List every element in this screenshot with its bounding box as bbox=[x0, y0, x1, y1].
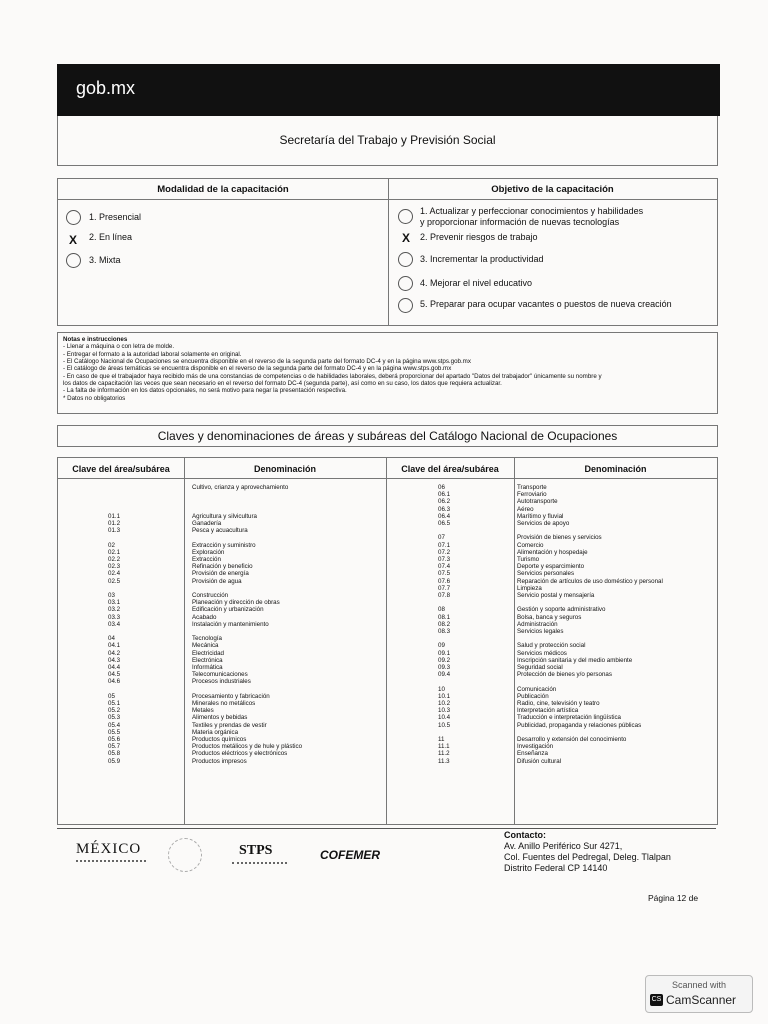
area-code: 02.2 bbox=[108, 556, 121, 563]
area-name: Productos químicos bbox=[192, 736, 247, 743]
area-code: 07.3 bbox=[438, 556, 451, 563]
area-code: 05.6 bbox=[108, 736, 121, 743]
header-clave-right: Clave del área/subárea bbox=[401, 464, 499, 474]
camscanner-brand: CamScanner bbox=[666, 993, 737, 1007]
area-code: 04.6 bbox=[108, 678, 121, 686]
area-code: 05.1 bbox=[108, 700, 121, 707]
area-name: Salud y protección social bbox=[517, 642, 586, 650]
column-divider bbox=[514, 458, 515, 824]
area-name: Marítimo y fluvial bbox=[517, 512, 564, 520]
area-code: 02 bbox=[108, 541, 115, 549]
camscanner-watermark bbox=[645, 975, 753, 1013]
area-code: 02.5 bbox=[108, 577, 121, 585]
area-code: 07 bbox=[438, 534, 445, 542]
area-name: Inscripción sanitaria y del medio ambiente bbox=[517, 656, 633, 664]
en-linea-label: 2. En línea bbox=[89, 232, 133, 242]
area-name: Seguridad social bbox=[517, 664, 563, 671]
mixta-label: 3. Mixta bbox=[89, 255, 121, 265]
area-name: Ferroviario bbox=[517, 491, 547, 499]
note-line: - La falta de información en los datos opcionales, no será motivo para negar la presentación respectiva. bbox=[63, 387, 347, 394]
note-line: los datos de capacitación las veces que sean necesario en el reverso del formato DC-4 (segunda parte), así como en su caso, los datos que requiera actualizar. bbox=[63, 380, 502, 387]
objetivo-2-label: 2. Prevenir riesgos de trabajo bbox=[420, 232, 538, 242]
area-code: 09.3 bbox=[438, 664, 451, 671]
area-name: Publicación bbox=[517, 692, 549, 700]
area-name: Gestión y soporte administrativo bbox=[517, 606, 606, 614]
area-code: 07.6 bbox=[438, 577, 451, 585]
area-code: 05.8 bbox=[108, 750, 121, 758]
area-code: 08.3 bbox=[438, 628, 451, 635]
area-code: 07.5 bbox=[438, 570, 451, 578]
area-name: Planeación y dirección de obras bbox=[192, 599, 280, 607]
area-code: 09 bbox=[438, 642, 445, 650]
area-code: 01.2 bbox=[108, 520, 121, 527]
area-code: 07.1 bbox=[438, 541, 451, 549]
mexico-logo-subtitle bbox=[76, 860, 146, 862]
area-code: 01.3 bbox=[108, 527, 121, 535]
area-name: Investigación bbox=[517, 743, 554, 751]
area-name: Procesamiento y fabricación bbox=[192, 692, 270, 700]
area-name: Electricidad bbox=[192, 649, 224, 657]
area-code: 02.1 bbox=[108, 548, 121, 556]
area-code: 05.7 bbox=[108, 743, 121, 751]
area-name: Servicio postal y mensajería bbox=[517, 592, 595, 599]
area-code: 03.1 bbox=[108, 599, 121, 607]
area-name: Productos metálicos y de hule y plástico bbox=[192, 743, 303, 751]
area-name: Procesos industriales bbox=[192, 678, 251, 686]
area-name: Mecánica bbox=[192, 642, 219, 650]
area-code: 08 bbox=[438, 606, 445, 614]
area-name: Refinación y beneficio bbox=[192, 563, 253, 571]
contact-line: Distrito Federal CP 14140 bbox=[504, 863, 608, 873]
area-code: 10.2 bbox=[438, 700, 451, 707]
note-line: - El catálogo de áreas temáticas se encuentra disponible en el reverso de la segunda parte del formato DC-4 y en la página www.stps.gob.mx bbox=[63, 365, 452, 372]
modalidad-heading: Modalidad de la capacitación bbox=[157, 184, 289, 195]
area-name: Traducción e interpretación lingüística bbox=[517, 714, 621, 722]
column-divider bbox=[386, 458, 387, 824]
objetivo-3-radio[interactable] bbox=[398, 252, 413, 267]
area-code: 02.3 bbox=[108, 563, 121, 571]
header-denominacion-left: Denominación bbox=[253, 464, 316, 474]
area-code: 05.3 bbox=[108, 714, 121, 722]
page-number: Página 12 de bbox=[648, 893, 699, 903]
objetivo-3-label: 3. Incrementar la productividad bbox=[420, 254, 544, 264]
area-code: 02.4 bbox=[108, 570, 121, 578]
area-code: 11 bbox=[438, 736, 445, 743]
area-name: Turismo bbox=[517, 556, 540, 563]
area-name: Alimentación y hospedaje bbox=[517, 548, 588, 556]
area-name: Extracción bbox=[192, 556, 221, 563]
area-name: Productos eléctricos y electrónicos bbox=[192, 750, 288, 758]
presencial-radio[interactable] bbox=[66, 210, 81, 225]
area-code: 08.1 bbox=[438, 613, 451, 621]
area-name: Autotransporte bbox=[517, 498, 558, 506]
area-code: 10.5 bbox=[438, 721, 451, 729]
cofemer-logo: COFEMER bbox=[320, 848, 380, 862]
area-name: Limpieza bbox=[517, 584, 542, 592]
area-name: Radio, cine, televisión y teatro bbox=[517, 700, 600, 707]
area-code: 04.5 bbox=[108, 671, 121, 679]
objetivo-heading: Objetivo de la capacitación bbox=[491, 184, 614, 195]
objetivo-2-mark[interactable]: X bbox=[402, 231, 411, 245]
note-line: - Llenar a máquina o con letra de molde. bbox=[63, 343, 175, 350]
area-name: Provisión de agua bbox=[192, 577, 242, 585]
secretaria-title: Secretaría del Trabajo y Previsión Social bbox=[279, 133, 496, 147]
area-code: 04 bbox=[108, 635, 115, 643]
area-code: 07.4 bbox=[438, 563, 451, 571]
area-name: Enseñanza bbox=[517, 750, 548, 758]
area-name: Construcción bbox=[192, 592, 229, 599]
area-name: Acabado bbox=[192, 613, 217, 621]
area-code: 06.5 bbox=[438, 520, 451, 527]
area-name: Electrónica bbox=[192, 656, 223, 664]
area-code: 06.4 bbox=[438, 512, 451, 520]
area-code: 07.7 bbox=[438, 584, 451, 592]
area-name: Ganadería bbox=[192, 520, 222, 527]
header-clave-left: Clave del área/subárea bbox=[72, 464, 170, 474]
area-code: 10.3 bbox=[438, 707, 451, 715]
area-name: Informática bbox=[192, 664, 223, 671]
area-code: 03.4 bbox=[108, 620, 121, 628]
header-denominacion-right: Denominación bbox=[584, 464, 647, 474]
header-divider bbox=[58, 199, 717, 200]
header-bar bbox=[57, 64, 720, 116]
area-name: Exploración bbox=[192, 548, 225, 556]
catalogo-table bbox=[57, 457, 718, 825]
area-name: Pesca y acuacultura bbox=[192, 527, 248, 535]
area-name: Servicios médicos bbox=[517, 649, 567, 657]
area-name: Administración bbox=[517, 620, 558, 628]
presencial-label: 1. Presencial bbox=[89, 212, 142, 222]
area-code: 10.1 bbox=[438, 692, 451, 700]
mexico-logo: MÉXICO bbox=[76, 841, 142, 857]
column-divider bbox=[184, 458, 185, 824]
area-name: Comercio bbox=[517, 541, 544, 549]
note-line: - El Catálogo Nacional de Ocupaciones se encuentra disponible en el reverso de la segunda parte del formato DC-4 y en la página www.stps.gob.mx bbox=[63, 358, 471, 365]
header-divider bbox=[58, 478, 717, 479]
area-code: 09.2 bbox=[438, 656, 451, 664]
note-line: - Entregar el formato a la autoridad laboral solamente en original. bbox=[63, 351, 242, 358]
area-name: Minerales no metálicos bbox=[192, 700, 256, 707]
area-code: 03.3 bbox=[108, 613, 121, 621]
contact-line: Av. Anillo Periférico Sur 4271, bbox=[504, 841, 623, 851]
area-code: 05.4 bbox=[108, 721, 121, 729]
objetivo-5-radio[interactable] bbox=[398, 298, 413, 313]
contact-line: Col. Fuentes del Pedregal, Deleg. Tlalpan bbox=[504, 852, 671, 862]
area-name: Servicios legales bbox=[517, 628, 564, 635]
mixta-radio[interactable] bbox=[66, 253, 81, 268]
area-code: 01.1 bbox=[108, 512, 121, 520]
area-name: Deporte y esparcimiento bbox=[517, 563, 585, 571]
area-code: 06 bbox=[438, 484, 445, 491]
notes-heading: Notas e instrucciones bbox=[63, 336, 128, 343]
area-name: Tecnología bbox=[192, 635, 222, 643]
area-name: Alimentos y bebidas bbox=[192, 714, 248, 722]
objetivo-5-label: 5. Preparar para ocupar vacantes o puestos de nueva creación bbox=[420, 299, 672, 309]
area-name: Aéreo bbox=[517, 505, 534, 513]
area-code: 11.1 bbox=[438, 743, 450, 751]
area-code: 04.2 bbox=[108, 649, 121, 657]
notes-box bbox=[57, 332, 718, 414]
area-name: Agricultura y silvicultura bbox=[192, 512, 257, 520]
area-code: 09.4 bbox=[438, 671, 451, 679]
area-name: Textiles y prendas de vestir bbox=[192, 721, 267, 729]
area-code: 03.2 bbox=[108, 606, 121, 614]
area-code: 03 bbox=[108, 592, 115, 599]
claves-title-box bbox=[57, 425, 718, 447]
note-line: - En caso de que el trabajador haya recibido más de una constancias de competencias o de habilidades laborales, deberá proporcionar del apartado "Datos del trabajador" únicamente su nombre y bbox=[63, 373, 602, 380]
area-name: Cultivo, crianza y aprovechamiento bbox=[192, 484, 289, 491]
area-code: 05 bbox=[108, 692, 115, 700]
modalidad-objetivo-box bbox=[57, 178, 718, 326]
seal-icon bbox=[168, 838, 202, 872]
area-name: Publicidad, propaganda y relaciones públicas bbox=[517, 721, 642, 729]
contact-heading: Contacto: bbox=[504, 830, 546, 840]
en-linea-mark[interactable]: X bbox=[69, 233, 78, 247]
objetivo-4-radio[interactable] bbox=[398, 276, 413, 291]
objetivo-1-label-cont: y proporcionar información de nuevas tecnologías bbox=[420, 217, 620, 227]
area-code: 08.2 bbox=[438, 620, 451, 628]
area-name: Servicios de apoyo bbox=[517, 520, 570, 527]
camscanner-icon: CS bbox=[650, 994, 663, 1006]
objetivo-1-label: 1. Actualizar y perfeccionar conocimientos y habilidades bbox=[420, 206, 644, 216]
area-name: Servicios personales bbox=[517, 570, 575, 578]
area-code: 07.8 bbox=[438, 592, 451, 599]
secretaria-box bbox=[57, 116, 718, 166]
area-name: Materia orgánica bbox=[192, 728, 239, 736]
area-code: 11.2 bbox=[438, 750, 450, 758]
area-code: 05.2 bbox=[108, 707, 121, 715]
area-name: Extracción y suministro bbox=[192, 541, 256, 549]
area-name: Desarrollo y extensión del conocimiento bbox=[517, 736, 627, 743]
objetivo-4-label: 4. Mejorar el nivel educativo bbox=[420, 278, 533, 288]
footer-divider bbox=[57, 828, 716, 829]
area-code: 10 bbox=[438, 685, 445, 693]
area-code: 05.9 bbox=[108, 757, 121, 765]
scanned-with-label: Scanned with bbox=[671, 980, 727, 990]
gobmx-logo: gob.mx bbox=[76, 78, 136, 98]
area-name: Comunicación bbox=[517, 685, 557, 693]
note-line: * Datos no obligatorios bbox=[63, 395, 126, 402]
area-code: 04.1 bbox=[108, 642, 121, 650]
stps-logo: STPS bbox=[239, 843, 273, 858]
area-code: 06.2 bbox=[438, 498, 451, 506]
area-name: Provisión de bienes y servicios bbox=[517, 534, 602, 542]
area-code: 09.1 bbox=[438, 649, 451, 657]
contact-block bbox=[504, 830, 671, 874]
area-name: Reparación de artículos de uso doméstico y personal bbox=[517, 577, 663, 585]
area-name: Metales bbox=[192, 707, 214, 715]
area-code: 04.4 bbox=[108, 664, 121, 671]
area-name: Telecomunicaciones bbox=[192, 671, 248, 679]
area-code: 06.3 bbox=[438, 505, 451, 513]
area-name: Transporte bbox=[517, 484, 547, 491]
stps-logo-subtitle bbox=[232, 862, 287, 864]
area-name: Instalación y mantenimiento bbox=[192, 620, 269, 628]
column-divider bbox=[388, 179, 389, 325]
area-code: 05.5 bbox=[108, 728, 121, 736]
area-name: Productos impresos bbox=[192, 757, 247, 765]
area-name: Interpretación artística bbox=[517, 707, 579, 715]
area-code: 07.2 bbox=[438, 548, 451, 556]
area-name: Protección de bienes y/o personas bbox=[517, 671, 612, 679]
claves-title: Claves y denominaciones de áreas y subáreas del Catálogo Nacional de Ocupaciones bbox=[157, 429, 618, 443]
area-name: Edificación y urbanización bbox=[192, 606, 264, 614]
area-code: 04.3 bbox=[108, 656, 121, 664]
area-code: 10.4 bbox=[438, 714, 451, 722]
objetivo-1-radio[interactable] bbox=[398, 209, 413, 224]
area-name: Bolsa, banca y seguros bbox=[517, 613, 582, 621]
area-name: Provisión de energía bbox=[192, 570, 249, 578]
area-name: Difusión cultural bbox=[517, 757, 562, 765]
area-code: 11.3 bbox=[438, 757, 450, 765]
area-code: 06.1 bbox=[438, 491, 451, 499]
